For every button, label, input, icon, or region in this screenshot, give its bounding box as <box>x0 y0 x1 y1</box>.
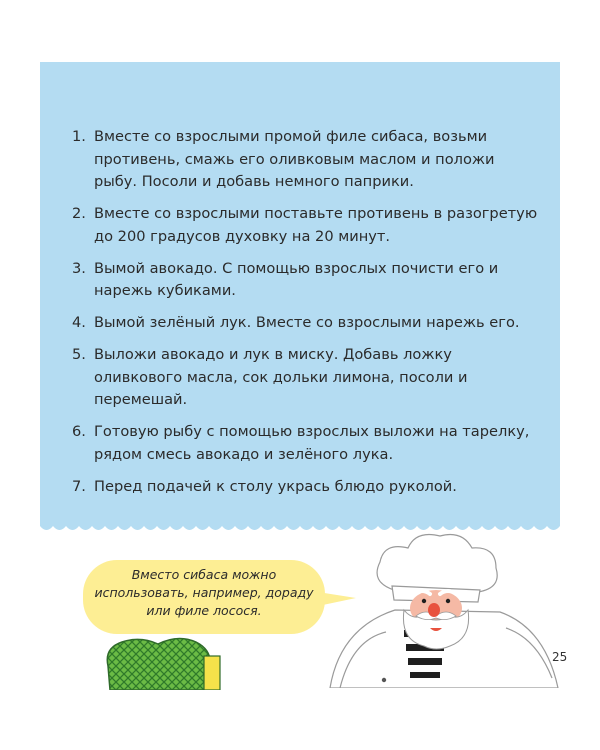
tip-text: Вместо сибаса можно использовать, например, дораду или филе лосося. <box>94 567 314 618</box>
recipe-step <box>72 126 542 194</box>
page-number: 25 <box>552 650 568 664</box>
step-number: 2. <box>72 205 86 222</box>
step-text: Вместе со взрослыми поставьте противень в разогретую до 200 градусов духовку на 20 минут. <box>94 205 538 245</box>
recipe-step <box>72 203 542 248</box>
recipe-step <box>72 476 542 499</box>
recipe-steps <box>72 126 542 508</box>
step-number: 7. <box>72 477 86 495</box>
oven-mitt-illustration <box>100 626 225 690</box>
step-number: 4. <box>72 314 86 331</box>
step-number: 1. <box>72 128 86 145</box>
step-text: Вымой авокадо. С помощью взрослых почисти его и нарежь кубиками. <box>94 259 499 299</box>
step-number: 5. <box>72 346 86 363</box>
step-text: Перед подачей к столу укрась блюдо руколой. <box>94 477 457 495</box>
chef-illustration <box>300 528 560 688</box>
step-text: Вместе со взрослыми промой филе сибаса, возьми противень, смажь его оливковым маслом и положи рыбу. Посоли и добавь немного паприки. <box>94 128 495 190</box>
step-text: Выложи авокадо и лук в миску. Добавь ложку оливкового масла, сок дольки лимона, посоли и перемешай. <box>94 346 468 408</box>
recipe-step <box>72 312 542 335</box>
step-number: 3. <box>72 259 86 277</box>
step-text: Вымой зелёный лук. Вместе со взрослыми нарежь его. <box>94 314 520 331</box>
recipe-step <box>72 258 542 303</box>
step-text: Готовую рыбу с помощью взрослых выложи на тарелку, рядом смесь авокадо и зелёного лука. <box>94 423 530 463</box>
recipe-step <box>72 344 542 412</box>
step-number: 6. <box>72 423 86 440</box>
recipe-step <box>72 421 542 466</box>
